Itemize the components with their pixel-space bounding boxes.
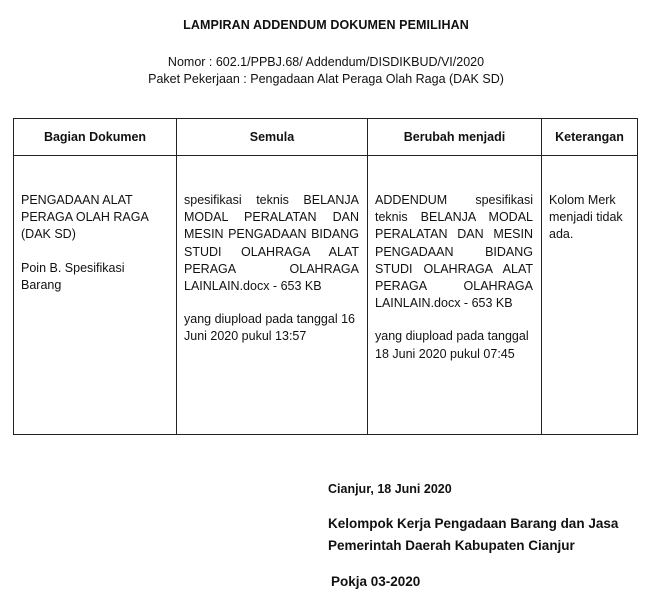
berubah-spec: ADDENDUM spesifikasi teknis BELANJA MODAL PERALATAN DAN MESIN PENGADAAN BIDANG STUDI OLAHRAGA ALAT PERAGA OLAHRAGA LAINLAIN.docx - 653 KB <box>375 193 533 311</box>
cell-keterangan <box>542 156 638 435</box>
cell-berubah-menjadi <box>368 156 542 435</box>
paket-line: Paket Pekerjaan : Pengadaan Alat Peraga Olah Raga (DAK SD) <box>148 72 504 86</box>
signature-pokja: Pokja 03-2020 <box>331 574 421 589</box>
semula-upload: yang diupload pada tanggal 16 Juni 2020 pukul 13:57 <box>184 312 355 344</box>
addendum-table <box>13 118 638 435</box>
bagian-poin: Poin B. Spesifikasi Barang <box>21 260 125 292</box>
signature-org-line2: Pemerintah Daerah Kabupaten Cianjur <box>328 538 575 553</box>
signature-place-date: Cianjur, 18 Juni 2020 <box>328 482 452 496</box>
header-bagian-dokumen: Bagian Dokumen <box>14 119 177 156</box>
cell-bagian-dokumen <box>14 156 177 435</box>
header-berubah-menjadi: Berubah menjadi <box>368 119 542 156</box>
cell-semula <box>177 156 368 435</box>
signature-org-line1: Kelompok Kerja Pengadaan Barang dan Jasa <box>328 516 619 531</box>
berubah-upload: yang diupload pada tanggal 18 Juni 2020 pukul 07:45 <box>375 329 529 361</box>
header-semula: Semula <box>177 119 368 156</box>
keterangan-text: Kolom Merk menjadi tidak ada. <box>549 193 623 242</box>
table-row <box>14 156 638 435</box>
header-keterangan: Keterangan <box>542 119 638 156</box>
document-title: LAMPIRAN ADDENDUM DOKUMEN PEMILIHAN <box>183 18 469 32</box>
nomor-line: Nomor : 602.1/PPBJ.68/ Addendum/DISDIKBUD/VI/2020 <box>167 55 485 69</box>
bagian-name: PENGADAAN ALAT PERAGA OLAH RAGA (DAK SD) <box>21 193 149 242</box>
semula-spec: spesifikasi teknis BELANJA MODAL PERALATAN DAN MESIN PENGADAAN BIDANG STUDI OLAHRAGA ALAT PERAGA OLAHRAGA LAINLAIN.docx - 653 KB <box>184 193 359 294</box>
table-header-row <box>14 119 638 156</box>
